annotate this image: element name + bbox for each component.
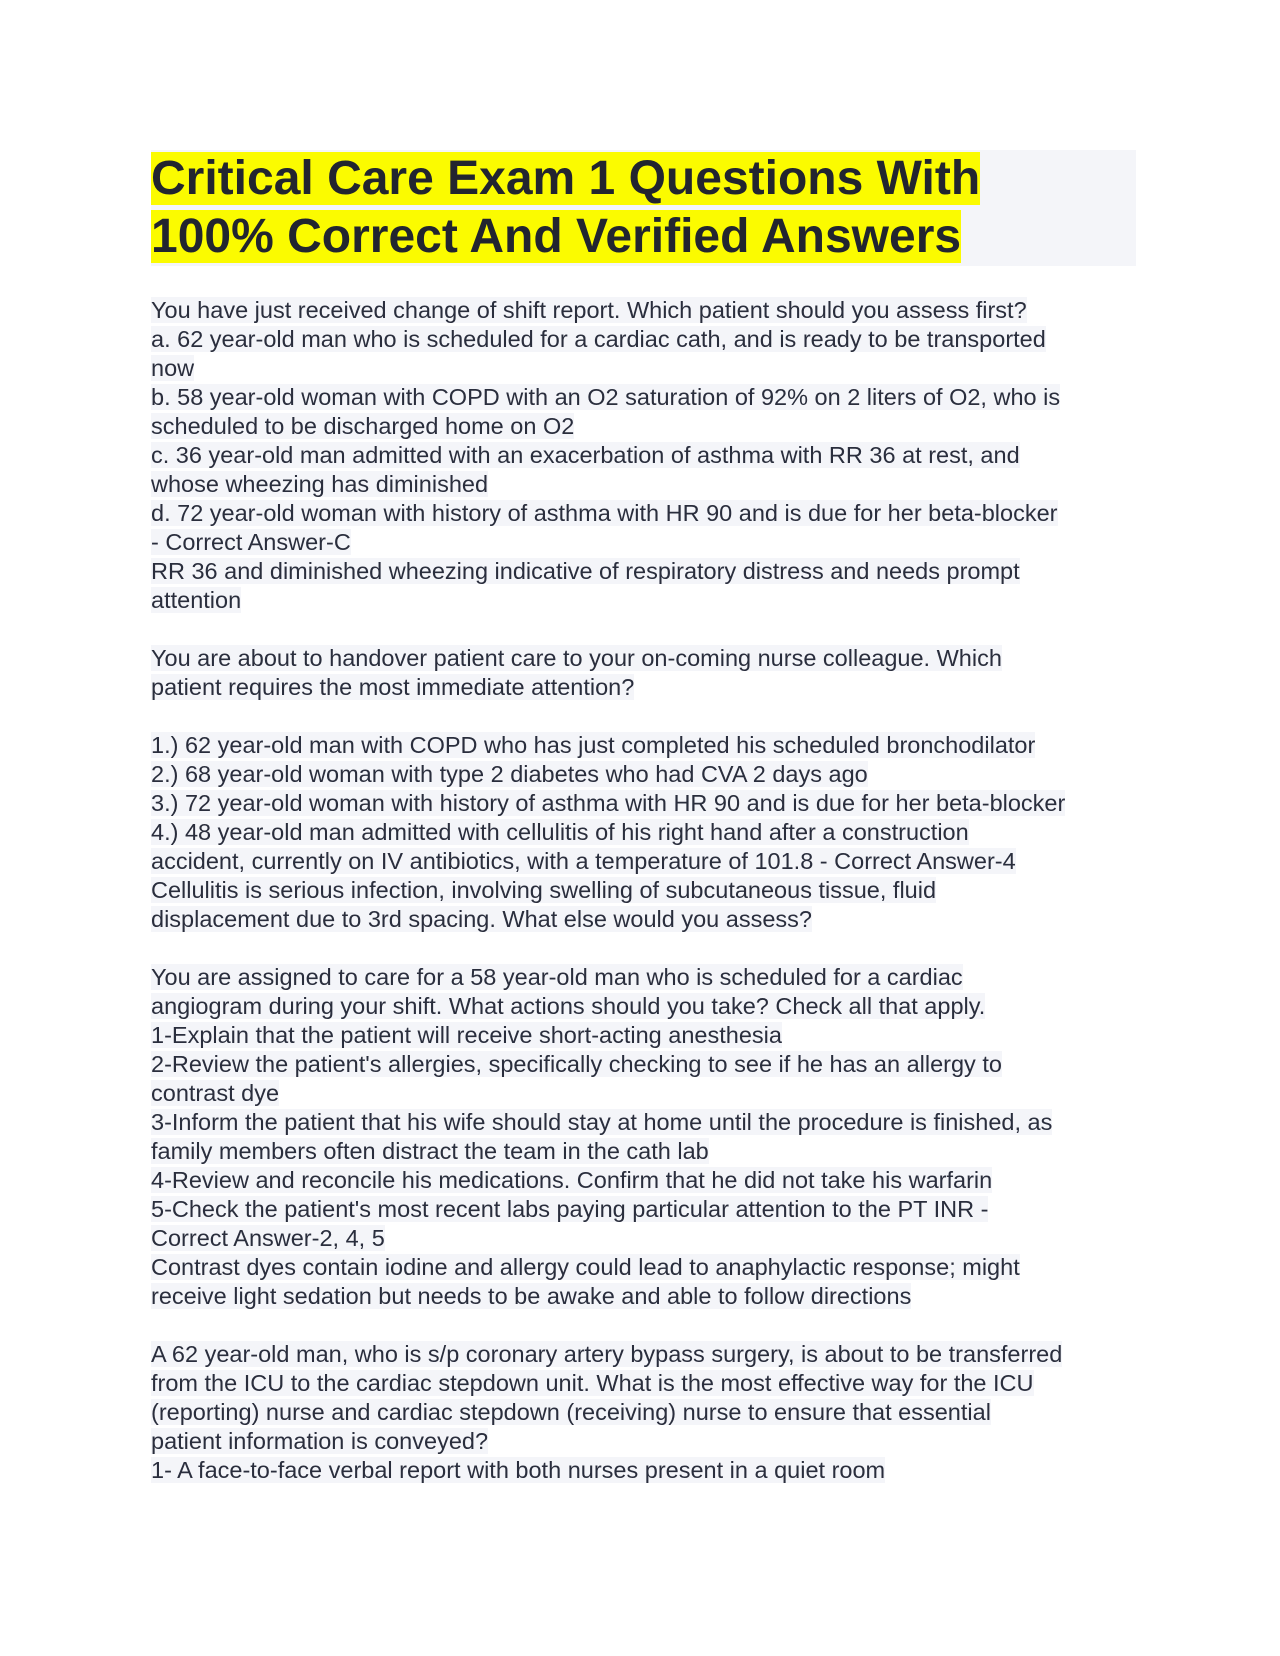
text-line: Correct Answer-2, 4, 5 (151, 1225, 385, 1251)
question-4 (151, 1340, 1136, 1485)
text-line: 4.) 48 year-old man admitted with cellulitis of his right hand after a construction (151, 819, 969, 845)
text-line: You are about to handover patient care to your on-coming nurse colleague. Which (151, 645, 1002, 671)
text-line: 3-Inform the patient that his wife should stay at home until the procedure is finished, as (151, 1109, 1053, 1135)
text-line: 3.) 72 year-old woman with history of asthma with HR 90 and is due for her beta-blocker (151, 790, 1066, 816)
text-line: now (151, 355, 195, 381)
text-line: a. 62 year-old man who is scheduled for a cardiac cath, and is ready to be transported (151, 326, 1046, 352)
text-line: 2-Review the patient's allergies, specifically checking to see if he has an allergy to (151, 1051, 1002, 1077)
text-line: patient information is conveyed? (151, 1428, 489, 1454)
text-line: 1- A face-to-face verbal report with both nurses present in a quiet room (151, 1457, 886, 1483)
text-line: - Correct Answer-C (151, 529, 351, 555)
text-line: You are assigned to care for a 58 year-old man who is scheduled for a cardiac (151, 964, 963, 990)
text-line: patient requires the most immediate attention? (151, 674, 635, 700)
title-line: 100% Correct And Verified Answers (151, 210, 962, 263)
text-line: (reporting) nurse and cardiac stepdown (receiving) nurse to ensure that essential (151, 1399, 991, 1425)
question-2 (151, 644, 1136, 934)
text-line: RR 36 and diminished wheezing indicative of respiratory distress and needs prompt (151, 558, 1020, 584)
text-line: accident, currently on IV antibiotics, with a temperature of 101.8 - Correct Answer-4 (151, 848, 1016, 874)
text-line: 1-Explain that the patient will receive short-acting anesthesia (151, 1022, 782, 1048)
text-line: c. 36 year-old man admitted with an exacerbation of asthma with RR 36 at rest, and (151, 442, 1020, 468)
text-line: angiogram during your shift. What actions should you take? Check all that apply. (151, 993, 986, 1019)
text-line: A 62 year-old man, who is s/p coronary artery bypass surgery, is about to be transferred (151, 1341, 1063, 1367)
document-page (151, 150, 1136, 1514)
text-line: whose wheezing has diminished (151, 471, 489, 497)
question-3 (151, 963, 1136, 1311)
text-line: 5-Check the patient's most recent labs paying particular attention to the PT INR - (151, 1196, 989, 1222)
text-line: scheduled to be discharged home on O2 (151, 413, 575, 439)
text-line: Cellulitis is serious infection, involving swelling of subcutaneous tissue, fluid (151, 877, 937, 903)
text-line: family members often distract the team in the cath lab (151, 1138, 709, 1164)
text-line: b. 58 year-old woman with COPD with an O2 saturation of 92% on 2 liters of O2, who is (151, 384, 1061, 410)
text-line: 2.) 68 year-old woman with type 2 diabetes who had CVA 2 days ago (151, 761, 868, 787)
text-line: displacement due to 3rd spacing. What else would you assess? (151, 906, 812, 932)
document-title (151, 150, 1136, 266)
text-line: attention (151, 587, 242, 613)
text-line: You have just received change of shift report. Which patient should you assess first? (151, 297, 1027, 323)
paragraph-gap (151, 702, 1136, 731)
question-1 (151, 296, 1136, 615)
text-line: from the ICU to the cardiac stepdown unit. What is the most effective way for the ICU (151, 1370, 1034, 1396)
text-line: 4-Review and reconcile his medications. Confirm that he did not take his warfarin (151, 1167, 993, 1193)
title-line: Critical Care Exam 1 Questions With (151, 152, 981, 205)
text-line: contrast dye (151, 1080, 280, 1106)
text-line: 1.) 62 year-old man with COPD who has just completed his scheduled bronchodilator (151, 732, 1036, 758)
text-line: receive light sedation but needs to be awake and able to follow directions (151, 1283, 912, 1309)
text-line: d. 72 year-old woman with history of asthma with HR 90 and is due for her beta-blocker (151, 500, 1058, 526)
text-line: Contrast dyes contain iodine and allergy could lead to anaphylactic response; might (151, 1254, 1020, 1280)
